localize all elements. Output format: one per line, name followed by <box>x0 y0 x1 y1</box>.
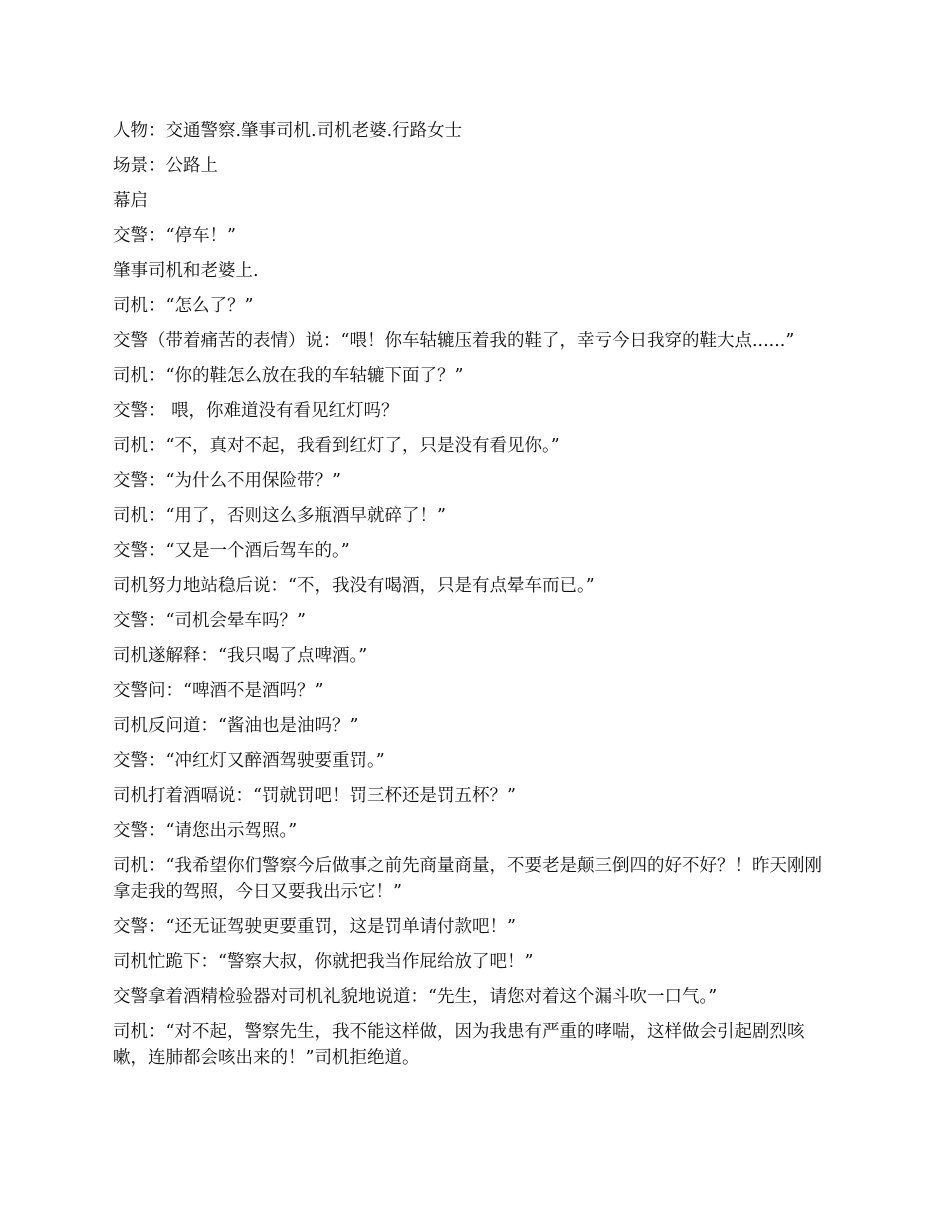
cast-line: 人物：交通警察.肇事司机.司机老婆.行路女士 <box>113 121 463 141</box>
dialogue-line: 司机遂解释：“我只喝了点啤酒。” <box>113 646 368 666</box>
stage-direction: 肇事司机和老婆上. <box>113 261 259 281</box>
dialogue-line: 交警：“为什么不用保险带？” <box>113 471 341 491</box>
dialogue-line: 司机反问道：“酱油也是油吗？” <box>113 716 359 736</box>
dialogue-line: 司机：“我希望你们警察今后做事之前先商量商量，不要老是颠三倒四的好不好？！昨天刚刚拿走我的驾照，今日又要我出示它！” <box>113 856 822 902</box>
dialogue-line: 司机：“怎么了？” <box>113 296 254 316</box>
dialogue-line: 交警：“冲红灯又醉酒驾驶要重罚。” <box>113 751 385 771</box>
dialogue-line: 司机：“对不起，警察先生，我不能这样做，因为我患有严重的哮喘，这样做会引起剧烈咳嗽，连肺都会咳出来的！”司机拒绝道。 <box>113 1022 805 1068</box>
dialogue-line: 交警拿着酒精检验器对司机礼貌地说道：“先生，请您对着这个漏斗吹一口气。” <box>113 987 718 1007</box>
dialogue-line: 司机：“你的鞋怎么放在我的车轱辘下面了？” <box>113 366 464 386</box>
dialogue-line: 交警问：“啤酒不是酒吗？” <box>113 681 324 701</box>
scene-line: 场景：公路上 <box>113 156 218 176</box>
dialogue-line: 司机打着酒嗝说：“罚就罚吧！罚三杯还是罚五杯？” <box>113 786 516 806</box>
dialogue-line: 交警：“又是一个酒后驾车的。” <box>113 541 350 561</box>
dialogue-line: 司机努力地站稳后说：“不，我没有喝酒，只是有点晕车而已。” <box>113 576 595 596</box>
dialogue-line: 交警： 喂，你难道没有看见红灯吗？ <box>113 401 399 421</box>
dialogue-line: 交警：“司机会晕车吗？” <box>113 611 306 631</box>
dialogue-line: 交警：“停车！” <box>113 226 236 246</box>
dialogue-line: 司机：“不，真对不起，我看到红灯了，只是没有看见你。” <box>113 436 560 456</box>
dialogue-line: 交警：“请您出示驾照。” <box>113 821 298 841</box>
curtain-line: 幕启 <box>113 191 148 211</box>
document-page <box>113 118 835 1080</box>
dialogue-line: 司机：“用了，否则这么多瓶酒早就碎了！” <box>113 506 446 526</box>
dialogue-line: 交警：“还无证驾驶更要重罚，这是罚单请付款吧！” <box>113 917 516 937</box>
dialogue-line: 交警（带着痛苦的表情）说：“喂！你车轱辘压着我的鞋了，幸亏今日我穿的鞋大点......” <box>113 331 795 351</box>
dialogue-line: 司机忙跪下：“警察大叔，你就把我当作屁给放了吧！” <box>113 952 534 972</box>
